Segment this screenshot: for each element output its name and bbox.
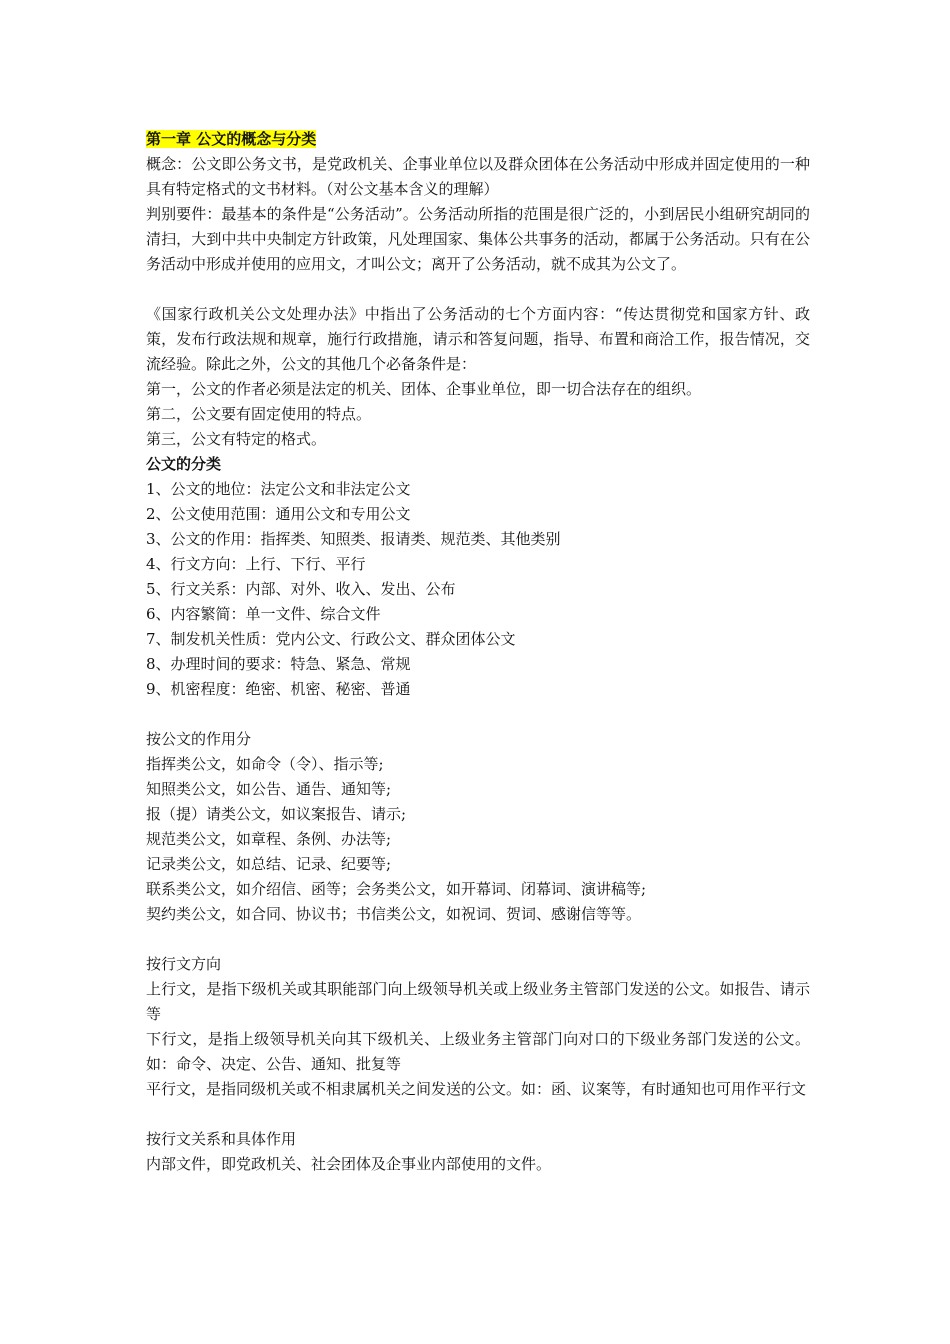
concept-paragraph: 概念：公文即公务文书，是党政机关、企事业单位以及群众团体在公务活动中形成并固定使用的一种具有特定格式的文书材料。（对公文基本含义的理解） [146, 155, 810, 198]
classification-item: 6、内容繁简：单一文件、综合文件 [146, 605, 381, 623]
spacer [146, 277, 810, 302]
regulation-paragraph: 《国家行政机关公文处理办法》中指出了公务活动的七个方面内容：“传达贯彻党和国家方针、政策，发布行政法规和规章，施行行政措施，请示和答复问题，指导、布置和商洽工作，报告情况，交流经验。除此之外，公文的其他几个必备条件是： [146, 305, 810, 373]
direction-item: 上行文，是指下级机关或其职能部门向上级领导机关或上级业务主管部门发送的公文。如报告、请示等 [146, 980, 810, 1023]
classification-item: 1、公文的地位：法定公文和非法定公文 [146, 480, 411, 498]
spacer [146, 1102, 810, 1127]
classification-item: 9、机密程度：绝密、机密、秘密、普通 [146, 680, 411, 698]
function-item: 规范类公文，如章程、条例、办法等; [146, 830, 392, 848]
spacer [146, 927, 810, 952]
function-item: 联系类公文，如介绍信、函等；会务类公文，如开幕词、闭幕词、演讲稿等; [146, 880, 647, 898]
classification-item: 5、行文关系：内部、对外、收入、发出、公布 [146, 580, 456, 598]
function-item: 知照类公文，如公告、通告、通知等; [146, 780, 392, 798]
by-direction-title: 按行文方向 [146, 955, 222, 973]
chapter-title [146, 127, 810, 152]
relation-item: 内部文件，即党政机关、社会团体及企事业内部使用的文件。 [146, 1155, 552, 1173]
direction-item: 下行文，是指上级领导机关向其下级机关、上级业务主管部门向对口的下级业务部门发送的公文。如：命令、决定、公告、通知、批复等 [146, 1030, 810, 1073]
spacer [146, 702, 810, 727]
chapter-title-text: 第一章 公文的概念与分类 [146, 130, 317, 148]
function-item: 指挥类公文，如命令（令）、指示等; [146, 755, 384, 773]
function-item: 记录类公文，如总结、记录、纪要等; [146, 855, 392, 873]
classification-item: 7、制发机关性质：党内公文、行政公文、群众团体公文 [146, 630, 516, 648]
condition-item: 第二，公文要有固定使用的特点。 [146, 405, 372, 423]
by-relation-title: 按行文关系和具体作用 [146, 1130, 297, 1148]
classification-item: 2、公文使用范围：通用公文和专用公文 [146, 505, 411, 523]
criteria-paragraph: 判别要件：最基本的条件是“公务活动”。公务活动所指的范围是很广泛的，小到居民小组研究胡同的清扫，大到中共中央制定方针政策，凡处理国家、集体公共事务的活动，都属于公务活动。只有在公务活动中形成并使用的应用文，才叫公文；离开了公务活动，就不成其为公文了。 [146, 205, 810, 273]
by-function-title: 按公文的作用分 [146, 730, 252, 748]
condition-item: 第一，公文的作者必须是法定的机关、团体、企事业单位，即一切合法存在的组织。 [146, 380, 702, 398]
classification-heading: 公文的分类 [146, 455, 222, 473]
function-item: 报（提）请类公文，如议案报告、请示; [146, 805, 407, 823]
classification-item: 4、行文方向：上行、下行、平行 [146, 555, 366, 573]
direction-item: 平行文，是指同级机关或不相隶属机关之间发送的公文。如：函、议案等，有时通知也可用作平行文 [146, 1080, 807, 1098]
classification-item: 3、公文的作用：指挥类、知照类、报请类、规范类、其他类别 [146, 530, 561, 548]
document-page [146, 127, 810, 1177]
classification-item: 8、办理时间的要求：特急、紧急、常规 [146, 655, 411, 673]
condition-item: 第三，公文有特定的格式。 [146, 430, 327, 448]
function-item: 契约类公文，如合同、协议书；书信类公文，如祝词、贺词、感谢信等等。 [146, 905, 642, 923]
